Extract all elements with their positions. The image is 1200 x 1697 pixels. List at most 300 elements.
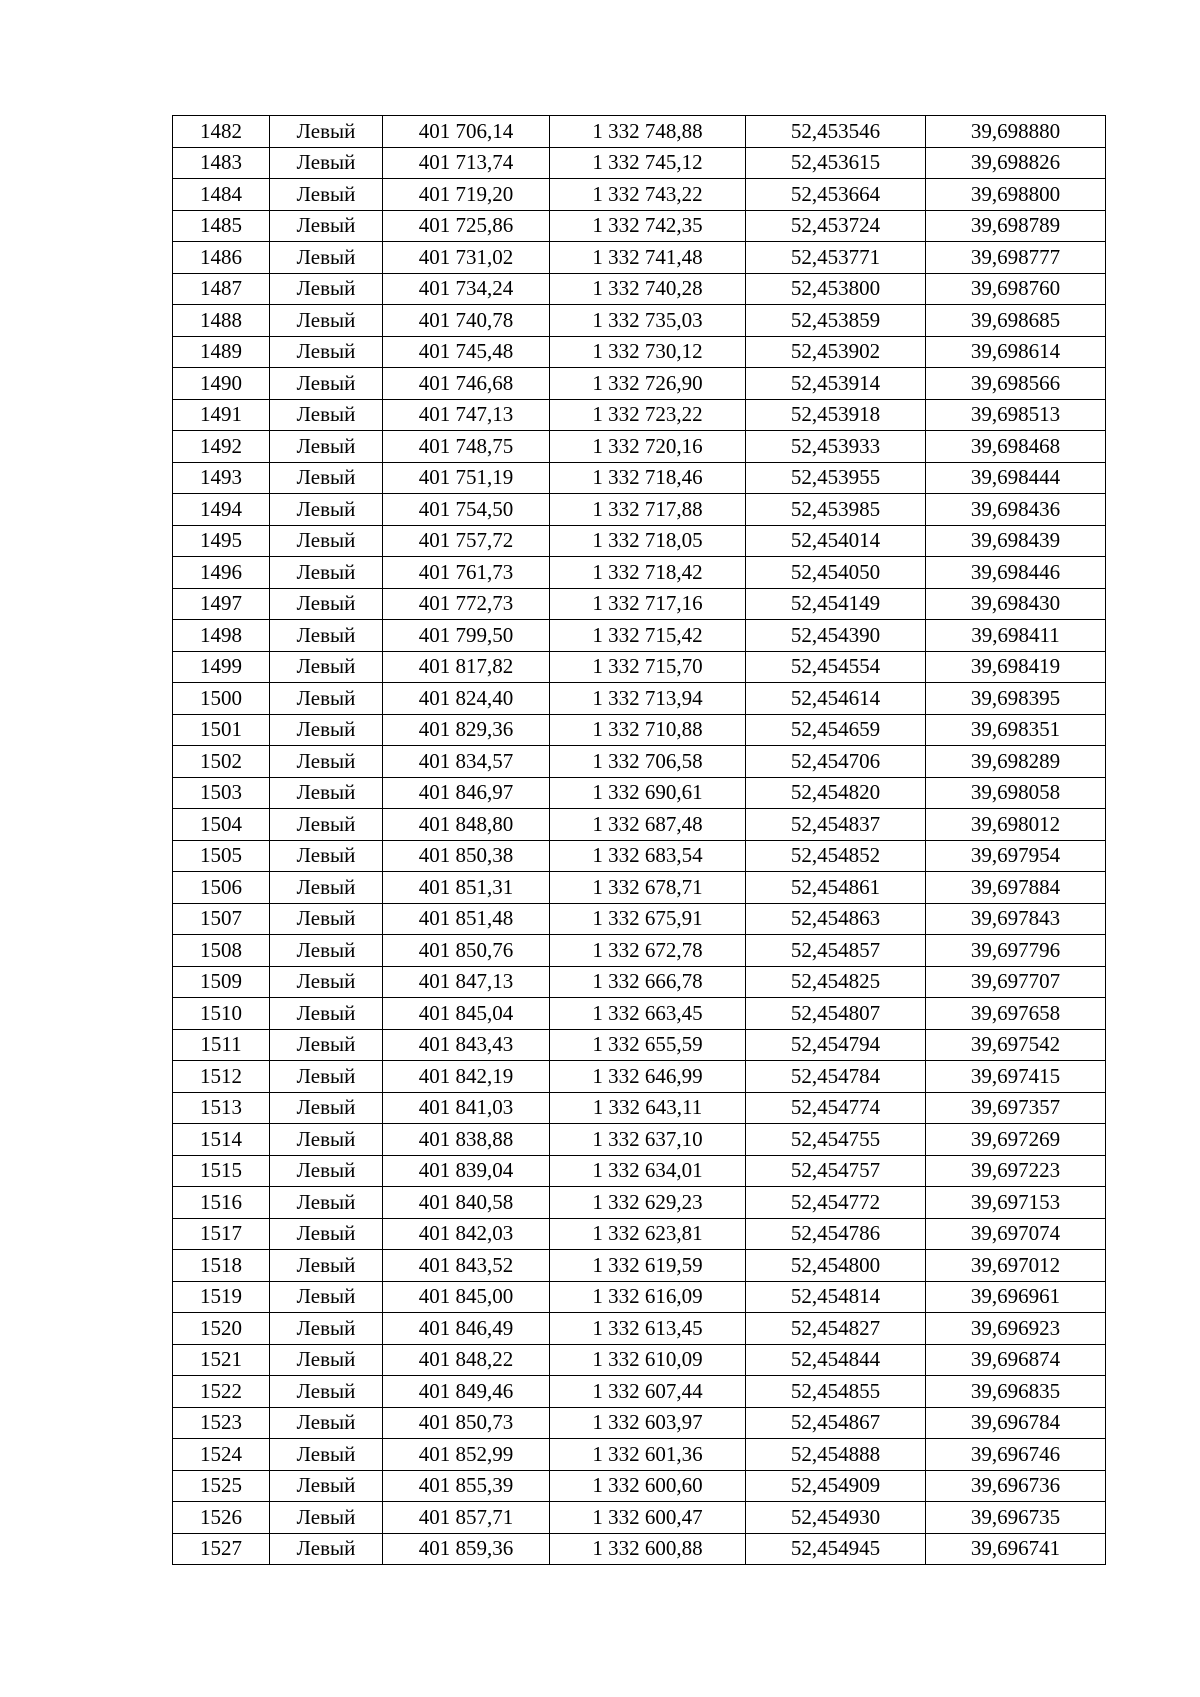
table-row <box>173 179 1106 211</box>
table-row <box>173 1439 1106 1471</box>
side-cell: Левый <box>270 1533 383 1565</box>
side-cell: Левый <box>270 777 383 809</box>
x-coordinate-cell: 401 761,73 <box>383 557 550 589</box>
point-number-cell: 1486 <box>173 242 270 274</box>
table-row <box>173 557 1106 589</box>
side-cell: Левый <box>270 620 383 652</box>
longitude-cell: 39,698058 <box>926 777 1106 809</box>
x-coordinate-cell: 401 747,13 <box>383 399 550 431</box>
table-row <box>173 777 1106 809</box>
point-number-cell: 1521 <box>173 1344 270 1376</box>
y-coordinate-cell: 1 332 718,42 <box>550 557 746 589</box>
latitude-cell: 52,454820 <box>746 777 926 809</box>
point-number-cell: 1489 <box>173 336 270 368</box>
latitude-cell: 52,454554 <box>746 651 926 683</box>
x-coordinate-cell: 401 746,68 <box>383 368 550 400</box>
longitude-cell: 39,698395 <box>926 683 1106 715</box>
y-coordinate-cell: 1 332 743,22 <box>550 179 746 211</box>
table-row <box>173 1218 1106 1250</box>
table-row <box>173 305 1106 337</box>
latitude-cell: 52,454706 <box>746 746 926 778</box>
latitude-cell: 52,453914 <box>746 368 926 400</box>
table-row <box>173 1250 1106 1282</box>
x-coordinate-cell: 401 772,73 <box>383 588 550 620</box>
longitude-cell: 39,698289 <box>926 746 1106 778</box>
y-coordinate-cell: 1 332 715,70 <box>550 651 746 683</box>
point-number-cell: 1527 <box>173 1533 270 1565</box>
longitude-cell: 39,698012 <box>926 809 1106 841</box>
side-cell: Левый <box>270 746 383 778</box>
side-cell: Левый <box>270 903 383 935</box>
side-cell: Левый <box>270 935 383 967</box>
table-row <box>173 210 1106 242</box>
x-coordinate-cell: 401 859,36 <box>383 1533 550 1565</box>
side-cell: Левый <box>270 588 383 620</box>
table-row <box>173 273 1106 305</box>
x-coordinate-cell: 401 799,50 <box>383 620 550 652</box>
point-number-cell: 1496 <box>173 557 270 589</box>
y-coordinate-cell: 1 332 717,88 <box>550 494 746 526</box>
table-row <box>173 1124 1106 1156</box>
longitude-cell: 39,697843 <box>926 903 1106 935</box>
point-number-cell: 1487 <box>173 273 270 305</box>
latitude-cell: 52,454774 <box>746 1092 926 1124</box>
y-coordinate-cell: 1 332 672,78 <box>550 935 746 967</box>
y-coordinate-cell: 1 332 726,90 <box>550 368 746 400</box>
longitude-cell: 39,697074 <box>926 1218 1106 1250</box>
x-coordinate-cell: 401 850,38 <box>383 840 550 872</box>
y-coordinate-cell: 1 332 666,78 <box>550 966 746 998</box>
longitude-cell: 39,698566 <box>926 368 1106 400</box>
side-cell: Левый <box>270 1218 383 1250</box>
longitude-cell: 39,698685 <box>926 305 1106 337</box>
longitude-cell: 39,696736 <box>926 1470 1106 1502</box>
point-number-cell: 1494 <box>173 494 270 526</box>
latitude-cell: 52,454909 <box>746 1470 926 1502</box>
latitude-cell: 52,454888 <box>746 1439 926 1471</box>
point-number-cell: 1522 <box>173 1376 270 1408</box>
side-cell: Левый <box>270 651 383 683</box>
point-number-cell: 1484 <box>173 179 270 211</box>
longitude-cell: 39,697012 <box>926 1250 1106 1282</box>
side-cell: Левый <box>270 1470 383 1502</box>
longitude-cell: 39,697357 <box>926 1092 1106 1124</box>
point-number-cell: 1526 <box>173 1502 270 1534</box>
point-number-cell: 1523 <box>173 1407 270 1439</box>
side-cell: Левый <box>270 966 383 998</box>
latitude-cell: 52,454867 <box>746 1407 926 1439</box>
latitude-cell: 52,453918 <box>746 399 926 431</box>
side-cell: Левый <box>270 714 383 746</box>
side-cell: Левый <box>270 1250 383 1282</box>
longitude-cell: 39,696746 <box>926 1439 1106 1471</box>
longitude-cell: 39,697796 <box>926 935 1106 967</box>
latitude-cell: 52,454930 <box>746 1502 926 1534</box>
x-coordinate-cell: 401 846,97 <box>383 777 550 809</box>
y-coordinate-cell: 1 332 683,54 <box>550 840 746 872</box>
x-coordinate-cell: 401 845,00 <box>383 1281 550 1313</box>
side-cell: Левый <box>270 1092 383 1124</box>
longitude-cell: 39,698468 <box>926 431 1106 463</box>
x-coordinate-cell: 401 849,46 <box>383 1376 550 1408</box>
point-number-cell: 1507 <box>173 903 270 935</box>
table-row <box>173 1407 1106 1439</box>
latitude-cell: 52,454755 <box>746 1124 926 1156</box>
longitude-cell: 39,698411 <box>926 620 1106 652</box>
y-coordinate-cell: 1 332 742,35 <box>550 210 746 242</box>
latitude-cell: 52,454659 <box>746 714 926 746</box>
table-row <box>173 935 1106 967</box>
latitude-cell: 52,453985 <box>746 494 926 526</box>
y-coordinate-cell: 1 332 678,71 <box>550 872 746 904</box>
longitude-cell: 39,696741 <box>926 1533 1106 1565</box>
y-coordinate-cell: 1 332 643,11 <box>550 1092 746 1124</box>
x-coordinate-cell: 401 846,49 <box>383 1313 550 1345</box>
point-number-cell: 1498 <box>173 620 270 652</box>
latitude-cell: 52,454390 <box>746 620 926 652</box>
latitude-cell: 52,454844 <box>746 1344 926 1376</box>
x-coordinate-cell: 401 852,99 <box>383 1439 550 1471</box>
latitude-cell: 52,454786 <box>746 1218 926 1250</box>
latitude-cell: 52,454814 <box>746 1281 926 1313</box>
latitude-cell: 52,454837 <box>746 809 926 841</box>
table-row <box>173 1092 1106 1124</box>
table-row <box>173 1187 1106 1219</box>
longitude-cell: 39,697153 <box>926 1187 1106 1219</box>
point-number-cell: 1485 <box>173 210 270 242</box>
x-coordinate-cell: 401 850,76 <box>383 935 550 967</box>
y-coordinate-cell: 1 332 603,97 <box>550 1407 746 1439</box>
y-coordinate-cell: 1 332 646,99 <box>550 1061 746 1093</box>
latitude-cell: 52,454784 <box>746 1061 926 1093</box>
x-coordinate-cell: 401 748,75 <box>383 431 550 463</box>
y-coordinate-cell: 1 332 655,59 <box>550 1029 746 1061</box>
longitude-cell: 39,697658 <box>926 998 1106 1030</box>
latitude-cell: 52,454861 <box>746 872 926 904</box>
y-coordinate-cell: 1 332 610,09 <box>550 1344 746 1376</box>
x-coordinate-cell: 401 817,82 <box>383 651 550 683</box>
point-number-cell: 1503 <box>173 777 270 809</box>
x-coordinate-cell: 401 713,74 <box>383 147 550 179</box>
latitude-cell: 52,453771 <box>746 242 926 274</box>
point-number-cell: 1490 <box>173 368 270 400</box>
longitude-cell: 39,697269 <box>926 1124 1106 1156</box>
point-number-cell: 1502 <box>173 746 270 778</box>
side-cell: Левый <box>270 116 383 148</box>
table-row <box>173 116 1106 148</box>
x-coordinate-cell: 401 847,13 <box>383 966 550 998</box>
table-row <box>173 809 1106 841</box>
side-cell: Левый <box>270 462 383 494</box>
y-coordinate-cell: 1 332 629,23 <box>550 1187 746 1219</box>
x-coordinate-cell: 401 719,20 <box>383 179 550 211</box>
y-coordinate-cell: 1 332 713,94 <box>550 683 746 715</box>
latitude-cell: 52,454945 <box>746 1533 926 1565</box>
point-number-cell: 1515 <box>173 1155 270 1187</box>
side-cell: Левый <box>270 336 383 368</box>
y-coordinate-cell: 1 332 690,61 <box>550 777 746 809</box>
x-coordinate-cell: 401 855,39 <box>383 1470 550 1502</box>
table-row <box>173 1155 1106 1187</box>
table-row <box>173 1502 1106 1534</box>
longitude-cell: 39,698436 <box>926 494 1106 526</box>
longitude-cell: 39,698800 <box>926 179 1106 211</box>
point-number-cell: 1512 <box>173 1061 270 1093</box>
point-number-cell: 1518 <box>173 1250 270 1282</box>
latitude-cell: 52,453615 <box>746 147 926 179</box>
x-coordinate-cell: 401 834,57 <box>383 746 550 778</box>
table-row <box>173 966 1106 998</box>
side-cell: Левый <box>270 368 383 400</box>
side-cell: Левый <box>270 1376 383 1408</box>
side-cell: Левый <box>270 872 383 904</box>
latitude-cell: 52,453859 <box>746 305 926 337</box>
y-coordinate-cell: 1 332 600,47 <box>550 1502 746 1534</box>
longitude-cell: 39,698760 <box>926 273 1106 305</box>
table-row <box>173 1281 1106 1313</box>
point-number-cell: 1508 <box>173 935 270 967</box>
point-number-cell: 1497 <box>173 588 270 620</box>
point-number-cell: 1517 <box>173 1218 270 1250</box>
latitude-cell: 52,453955 <box>746 462 926 494</box>
side-cell: Левый <box>270 1124 383 1156</box>
point-number-cell: 1483 <box>173 147 270 179</box>
longitude-cell: 39,697884 <box>926 872 1106 904</box>
longitude-cell: 39,696835 <box>926 1376 1106 1408</box>
table-row <box>173 1061 1106 1093</box>
side-cell: Левый <box>270 242 383 274</box>
point-number-cell: 1488 <box>173 305 270 337</box>
latitude-cell: 52,454852 <box>746 840 926 872</box>
x-coordinate-cell: 401 848,80 <box>383 809 550 841</box>
side-cell: Левый <box>270 1281 383 1313</box>
side-cell: Левый <box>270 147 383 179</box>
x-coordinate-cell: 401 848,22 <box>383 1344 550 1376</box>
y-coordinate-cell: 1 332 735,03 <box>550 305 746 337</box>
latitude-cell: 52,453664 <box>746 179 926 211</box>
point-number-cell: 1506 <box>173 872 270 904</box>
table-row <box>173 651 1106 683</box>
x-coordinate-cell: 401 839,04 <box>383 1155 550 1187</box>
x-coordinate-cell: 401 857,71 <box>383 1502 550 1534</box>
point-number-cell: 1524 <box>173 1439 270 1471</box>
side-cell: Левый <box>270 431 383 463</box>
side-cell: Левый <box>270 1061 383 1093</box>
latitude-cell: 52,453800 <box>746 273 926 305</box>
y-coordinate-cell: 1 332 600,60 <box>550 1470 746 1502</box>
longitude-cell: 39,698614 <box>926 336 1106 368</box>
point-number-cell: 1513 <box>173 1092 270 1124</box>
latitude-cell: 52,454014 <box>746 525 926 557</box>
side-cell: Левый <box>270 399 383 431</box>
point-number-cell: 1509 <box>173 966 270 998</box>
latitude-cell: 52,454772 <box>746 1187 926 1219</box>
side-cell: Левый <box>270 1187 383 1219</box>
y-coordinate-cell: 1 332 675,91 <box>550 903 746 935</box>
latitude-cell: 52,454807 <box>746 998 926 1030</box>
y-coordinate-cell: 1 332 663,45 <box>550 998 746 1030</box>
longitude-cell: 39,697542 <box>926 1029 1106 1061</box>
y-coordinate-cell: 1 332 718,05 <box>550 525 746 557</box>
side-cell: Левый <box>270 840 383 872</box>
longitude-cell: 39,698789 <box>926 210 1106 242</box>
latitude-cell: 52,454757 <box>746 1155 926 1187</box>
table-row <box>173 998 1106 1030</box>
y-coordinate-cell: 1 332 715,42 <box>550 620 746 652</box>
longitude-cell: 39,697954 <box>926 840 1106 872</box>
point-number-cell: 1514 <box>173 1124 270 1156</box>
side-cell: Левый <box>270 1344 383 1376</box>
y-coordinate-cell: 1 332 748,88 <box>550 116 746 148</box>
side-cell: Левый <box>270 273 383 305</box>
table-row <box>173 840 1106 872</box>
y-coordinate-cell: 1 332 634,01 <box>550 1155 746 1187</box>
table-row <box>173 746 1106 778</box>
latitude-cell: 52,454857 <box>746 935 926 967</box>
side-cell: Левый <box>270 494 383 526</box>
y-coordinate-cell: 1 332 706,58 <box>550 746 746 778</box>
point-number-cell: 1493 <box>173 462 270 494</box>
latitude-cell: 52,454855 <box>746 1376 926 1408</box>
y-coordinate-cell: 1 332 619,59 <box>550 1250 746 1282</box>
y-coordinate-cell: 1 332 600,88 <box>550 1533 746 1565</box>
x-coordinate-cell: 401 841,03 <box>383 1092 550 1124</box>
x-coordinate-cell: 401 850,73 <box>383 1407 550 1439</box>
x-coordinate-cell: 401 842,19 <box>383 1061 550 1093</box>
latitude-cell: 52,453902 <box>746 336 926 368</box>
side-cell: Левый <box>270 1029 383 1061</box>
side-cell: Левый <box>270 1439 383 1471</box>
latitude-cell: 52,454149 <box>746 588 926 620</box>
side-cell: Левый <box>270 179 383 211</box>
longitude-cell: 39,698430 <box>926 588 1106 620</box>
table-row <box>173 399 1106 431</box>
table-row <box>173 494 1106 526</box>
point-number-cell: 1499 <box>173 651 270 683</box>
table-row <box>173 462 1106 494</box>
longitude-cell: 39,698419 <box>926 651 1106 683</box>
table-row <box>173 1313 1106 1345</box>
point-number-cell: 1525 <box>173 1470 270 1502</box>
x-coordinate-cell: 401 706,14 <box>383 116 550 148</box>
y-coordinate-cell: 1 332 687,48 <box>550 809 746 841</box>
point-number-cell: 1495 <box>173 525 270 557</box>
coordinates-table-body <box>173 116 1106 1565</box>
table-row <box>173 147 1106 179</box>
x-coordinate-cell: 401 838,88 <box>383 1124 550 1156</box>
side-cell: Левый <box>270 998 383 1030</box>
latitude-cell: 52,454050 <box>746 557 926 589</box>
point-number-cell: 1511 <box>173 1029 270 1061</box>
table-row <box>173 368 1106 400</box>
table-row <box>173 1470 1106 1502</box>
table-row <box>173 683 1106 715</box>
side-cell: Левый <box>270 683 383 715</box>
side-cell: Левый <box>270 525 383 557</box>
side-cell: Левый <box>270 210 383 242</box>
side-cell: Левый <box>270 1502 383 1534</box>
longitude-cell: 39,698444 <box>926 462 1106 494</box>
y-coordinate-cell: 1 332 730,12 <box>550 336 746 368</box>
longitude-cell: 39,698880 <box>926 116 1106 148</box>
x-coordinate-cell: 401 851,31 <box>383 872 550 904</box>
x-coordinate-cell: 401 843,43 <box>383 1029 550 1061</box>
table-row <box>173 1029 1106 1061</box>
x-coordinate-cell: 401 754,50 <box>383 494 550 526</box>
latitude-cell: 52,454614 <box>746 683 926 715</box>
y-coordinate-cell: 1 332 613,45 <box>550 1313 746 1345</box>
y-coordinate-cell: 1 332 741,48 <box>550 242 746 274</box>
y-coordinate-cell: 1 332 717,16 <box>550 588 746 620</box>
y-coordinate-cell: 1 332 601,36 <box>550 1439 746 1471</box>
y-coordinate-cell: 1 332 723,22 <box>550 399 746 431</box>
x-coordinate-cell: 401 842,03 <box>383 1218 550 1250</box>
y-coordinate-cell: 1 332 623,81 <box>550 1218 746 1250</box>
side-cell: Левый <box>270 1155 383 1187</box>
x-coordinate-cell: 401 751,19 <box>383 462 550 494</box>
longitude-cell: 39,696923 <box>926 1313 1106 1345</box>
point-number-cell: 1491 <box>173 399 270 431</box>
y-coordinate-cell: 1 332 710,88 <box>550 714 746 746</box>
table-row <box>173 714 1106 746</box>
longitude-cell: 39,696735 <box>926 1502 1106 1534</box>
latitude-cell: 52,454863 <box>746 903 926 935</box>
point-number-cell: 1510 <box>173 998 270 1030</box>
point-number-cell: 1492 <box>173 431 270 463</box>
longitude-cell: 39,698513 <box>926 399 1106 431</box>
table-row <box>173 872 1106 904</box>
side-cell: Левый <box>270 557 383 589</box>
longitude-cell: 39,696961 <box>926 1281 1106 1313</box>
longitude-cell: 39,696874 <box>926 1344 1106 1376</box>
x-coordinate-cell: 401 824,40 <box>383 683 550 715</box>
point-number-cell: 1500 <box>173 683 270 715</box>
longitude-cell: 39,696784 <box>926 1407 1106 1439</box>
point-number-cell: 1516 <box>173 1187 270 1219</box>
longitude-cell: 39,698439 <box>926 525 1106 557</box>
x-coordinate-cell: 401 731,02 <box>383 242 550 274</box>
table-row <box>173 1533 1106 1565</box>
y-coordinate-cell: 1 332 607,44 <box>550 1376 746 1408</box>
side-cell: Левый <box>270 1407 383 1439</box>
x-coordinate-cell: 401 734,24 <box>383 273 550 305</box>
longitude-cell: 39,698446 <box>926 557 1106 589</box>
table-row <box>173 1344 1106 1376</box>
x-coordinate-cell: 401 757,72 <box>383 525 550 557</box>
table-row <box>173 336 1106 368</box>
x-coordinate-cell: 401 851,48 <box>383 903 550 935</box>
table-row <box>173 525 1106 557</box>
side-cell: Левый <box>270 809 383 841</box>
point-number-cell: 1505 <box>173 840 270 872</box>
point-number-cell: 1520 <box>173 1313 270 1345</box>
longitude-cell: 39,698826 <box>926 147 1106 179</box>
x-coordinate-cell: 401 843,52 <box>383 1250 550 1282</box>
y-coordinate-cell: 1 332 718,46 <box>550 462 746 494</box>
latitude-cell: 52,453724 <box>746 210 926 242</box>
latitude-cell: 52,453546 <box>746 116 926 148</box>
table-row <box>173 588 1106 620</box>
point-number-cell: 1501 <box>173 714 270 746</box>
y-coordinate-cell: 1 332 745,12 <box>550 147 746 179</box>
latitude-cell: 52,454827 <box>746 1313 926 1345</box>
point-number-cell: 1482 <box>173 116 270 148</box>
point-number-cell: 1504 <box>173 809 270 841</box>
longitude-cell: 39,697707 <box>926 966 1106 998</box>
latitude-cell: 52,453933 <box>746 431 926 463</box>
longitude-cell: 39,698777 <box>926 242 1106 274</box>
x-coordinate-cell: 401 725,86 <box>383 210 550 242</box>
